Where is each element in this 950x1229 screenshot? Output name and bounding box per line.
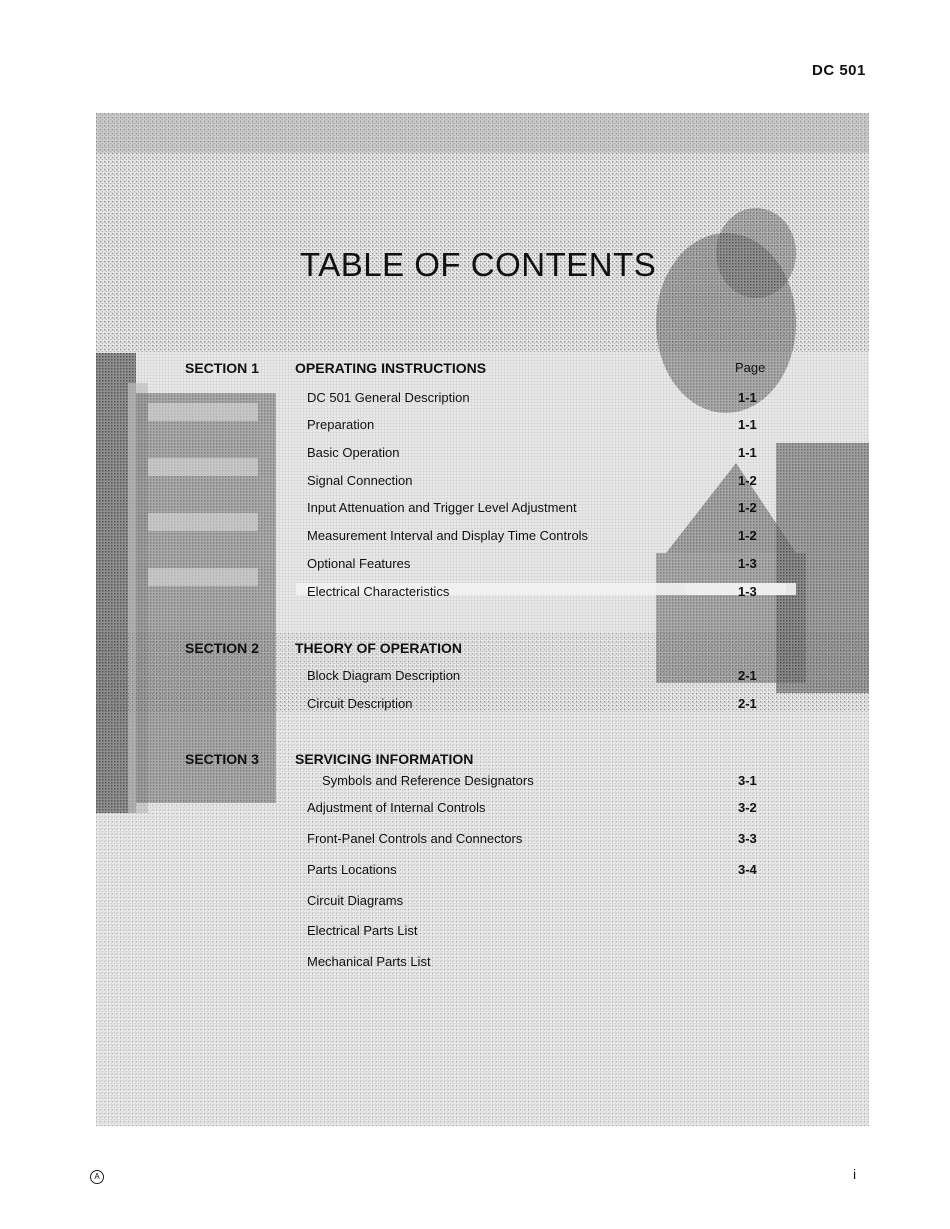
model-header: DC 501 (812, 62, 866, 79)
section-3-label: SECTION 3 (185, 751, 259, 767)
toc-entry-page: 1-2 (738, 500, 757, 515)
toc-entry[interactable]: Optional Features (307, 556, 411, 571)
toc-entry-page: 1-1 (738, 445, 757, 460)
toc-entry-page: 3-4 (738, 862, 757, 877)
page-column-label: Page (735, 360, 766, 375)
toc-entry-page: 1-3 (738, 584, 757, 599)
toc-entry[interactable]: Measurement Interval and Display Time Controls (307, 528, 589, 543)
section-2-title: THEORY OF OPERATION (295, 640, 462, 656)
circled-a-mark: A (90, 1170, 104, 1184)
toc-entry-page: 1-2 (738, 473, 757, 488)
toc-entry[interactable]: Mechanical Parts List (307, 954, 431, 969)
toc-entry[interactable]: Parts Locations (307, 862, 397, 877)
toc-entry[interactable]: Preparation (307, 417, 375, 432)
toc-entry[interactable]: Circuit Description (307, 696, 413, 711)
toc-title: TABLE OF CONTENTS (300, 246, 657, 283)
toc-entry-page: 1-1 (738, 390, 757, 405)
toc-entry-page: 2-1 (738, 668, 757, 683)
toc-entry-page: 3-2 (738, 800, 757, 815)
toc-entry[interactable]: Symbols and Reference Designators (322, 773, 534, 788)
section-2-label: SECTION 2 (185, 640, 259, 656)
toc-entry-page: 3-1 (738, 773, 757, 788)
toc-entry-page: 2-1 (738, 696, 757, 711)
toc-entry-page: 1-3 (738, 556, 757, 571)
toc-entry-page: 1-1 (738, 417, 757, 432)
toc-entry[interactable]: Electrical Characteristics (307, 584, 450, 599)
toc-entry[interactable]: Block Diagram Description (307, 668, 461, 683)
page-number: i (853, 1166, 857, 1182)
toc-entry[interactable]: Basic Operation (307, 445, 400, 460)
section-1-label: SECTION 1 (185, 360, 259, 376)
section-1-title: OPERATING INSTRUCTIONS (295, 360, 487, 376)
toc-entry[interactable]: Electrical Parts List (307, 923, 418, 938)
toc-entry[interactable]: Front-Panel Controls and Connectors (307, 831, 523, 846)
toc-entry[interactable]: Input Attenuation and Trigger Level Adjustment (307, 500, 577, 515)
section-3-title: SERVICING INFORMATION (295, 751, 474, 767)
toc-entry[interactable]: Adjustment of Internal Controls (307, 800, 486, 815)
toc-entry-page: 3-3 (738, 831, 757, 846)
toc-entry[interactable]: Circuit Diagrams (307, 893, 404, 908)
toc-entry[interactable]: DC 501 General Description (307, 390, 470, 405)
toc-entry[interactable]: Signal Connection (307, 473, 413, 488)
toc-entry-page: 1-2 (738, 528, 757, 543)
